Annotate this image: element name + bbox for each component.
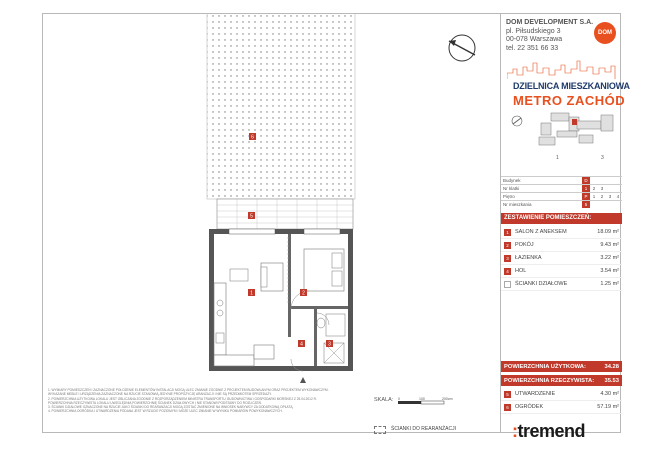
skyline-graphic bbox=[507, 59, 619, 79]
tremend-logo: :tremend bbox=[512, 421, 586, 441]
site-plan bbox=[511, 109, 619, 167]
rooms-list bbox=[501, 226, 622, 291]
unit-info-table bbox=[501, 176, 622, 208]
dining-table bbox=[254, 345, 274, 359]
info-row-floor: Piętro P 1 2 3 4 bbox=[501, 193, 622, 201]
info-panel bbox=[500, 13, 630, 433]
info-row-unit-number: Nr mieszkania 5 bbox=[501, 201, 622, 209]
company-phone: tel. 22 351 66 33 bbox=[506, 44, 559, 52]
outdoor-row: 6 OGRÓDEK 57.19 m² bbox=[501, 401, 622, 414]
label-r6: 6 bbox=[251, 134, 254, 141]
outdoor-row: 5 UTWARDZENIE 4.30 m² bbox=[501, 388, 622, 401]
label-r2: 2 bbox=[302, 290, 305, 297]
label-r1: 1 bbox=[250, 290, 253, 297]
rooms-title: ZESTAWIENIE POMIESZCZEŃ: bbox=[501, 213, 622, 224]
company-address1: pl. Piłsudskiego 3 bbox=[506, 27, 561, 35]
info-row-staircase: Nr klatki 1 2 3 bbox=[501, 185, 622, 193]
info-label: Budynek bbox=[501, 177, 582, 185]
room-row: ŚCIANKI DZIAŁOWE 1.25 m² bbox=[501, 278, 622, 291]
scale-label: SKALA: bbox=[374, 397, 394, 403]
svg-text:1: 1 bbox=[556, 155, 559, 161]
legend-text: ŚCIANKI DO REARANŻACJI bbox=[391, 426, 457, 432]
info-label: Piętro bbox=[501, 193, 582, 201]
company-name: DOM DEVELOPMENT S.A. bbox=[506, 19, 594, 26]
footnotes: 1. WYMIARY POMIESZCZEŃ I ZAZNACZONE POŁOŻENIE ELEMENTÓW INSTALACJI MOGĄ ULEC ZMIANIE ZGODNIE Z PROJEKTEM BUDOWLANYM ORAZ PROJEKTEM WYKONAWCZYM. WYKAZANE MEBLE I URZĄDZENIA ZAZNACZONE NA RZUCIE STANOWIĄ JEDYNIE PROPOZYCJĘ ARANŻACJI I NIE SĄ PRZEDMIOTEM SPRZEDAŻY. 2. POWIERZCHNIA UŻYTKOWA LOKALU JEST OBLICZANA ZGODNIE Z ROZPORZĄDZENIEM MINISTRA TRANSPORTU, BUDOWNICTWA I GOSPODARKI MORSKIEJ Z 25.04.2012 R. POWIERZCHNIA RZECZYWISTA LOKALU UWZGLĘDNIA POWIERZCHNIĘ ŚCIANEK DZIAŁOWYCH I NIE STANOWI PODSTAWY DO ROZLICZEŃ. 3. ŚCIANKI DZIAŁOWE OZNACZONE NA RZUCIE JAKO ŚCIANKI DO REARANŻACJI MOGĄ ZOSTAĆ ZMIENIONE NA WNIOSEK NABYWCY ZA DODATKOWĄ OPŁATĄ. 4. POWIERZCHNIA OGRÓDKA I UTWARDZENIA PODANA JEST W RZUCIE POZIOMYM I MOŻE ULEC ZMIANIE W WYNIKU POMIARÓW POWYKONAWCZYCH. bbox=[48, 388, 329, 414]
company-address2: 00-078 Warszawa bbox=[506, 36, 563, 43]
floor-plan bbox=[42, 13, 500, 385]
outdoor-list bbox=[501, 388, 622, 414]
real-area-row: POWIERZCHNIA RZECZYWISTA: 35.53 bbox=[501, 375, 622, 386]
company-info bbox=[506, 19, 593, 53]
dashed-wall-legend-icon bbox=[374, 426, 386, 434]
room-row: 3 ŁAZIENKA 3.22 m² bbox=[501, 252, 622, 265]
district-line1: DZIELNICA MIESZKANIOWA bbox=[513, 81, 630, 91]
north-compass-icon bbox=[449, 35, 475, 61]
room-row: 2 POKÓJ 9.43 m² bbox=[501, 239, 622, 252]
scale-ticks: 0 100 200cm bbox=[398, 397, 453, 401]
room-row: 4 HOL 3.54 m² bbox=[501, 265, 622, 278]
terrace-area bbox=[217, 199, 353, 229]
kitchen-counter bbox=[214, 283, 226, 355]
label-r5: 5 bbox=[250, 213, 253, 220]
label-r3: 3 bbox=[328, 341, 331, 348]
info-label: Nr klatki bbox=[501, 185, 582, 193]
svg-text:3: 3 bbox=[601, 155, 604, 161]
info-row-building: Budynek D bbox=[501, 177, 622, 185]
label-r4: 4 bbox=[300, 341, 303, 348]
info-label: Nr mieszkania bbox=[501, 201, 582, 209]
district-line2: METRO ZACHÓD bbox=[513, 93, 626, 108]
room-row: 1 SALON Z ANEKSEM 18.09 m² bbox=[501, 226, 622, 239]
garden-area bbox=[207, 13, 355, 199]
usable-area-row: POWIERZCHNIA UŻYTKOWA: 34.28 bbox=[501, 361, 622, 372]
dom-logo: DOM bbox=[594, 22, 616, 44]
